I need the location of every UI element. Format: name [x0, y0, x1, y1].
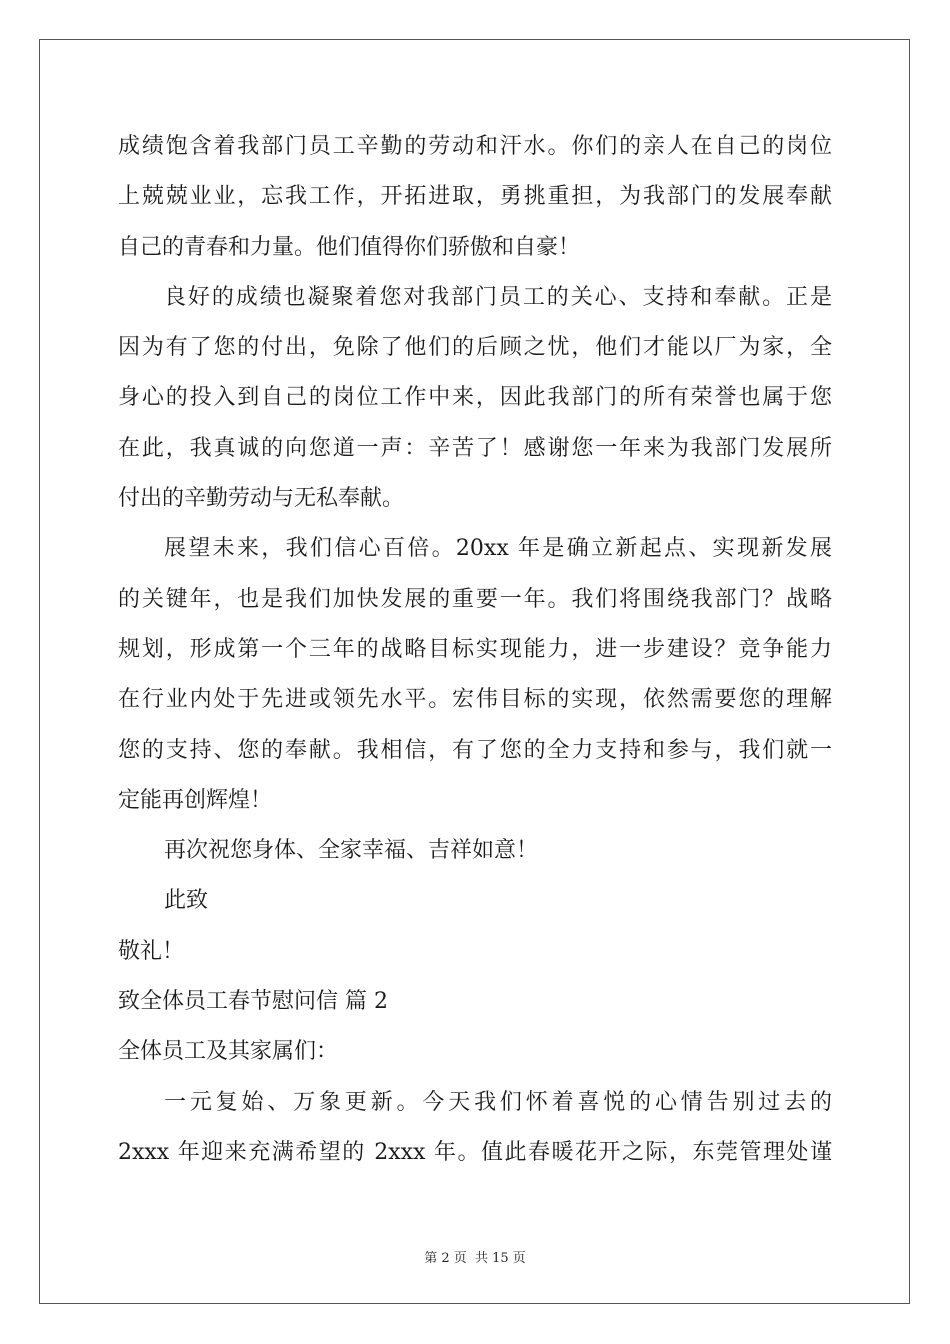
- text-line: 因为有了您的付出，免除了他们的后顾之忧，他们才能以厂为家，全: [118, 335, 832, 361]
- document-body: [118, 122, 832, 1178]
- text-line: 全体员工及其家属们：: [118, 1039, 339, 1065]
- text-line: 定能再创辉煌！: [118, 787, 273, 813]
- text-line: 致全体员工春节慰问信 篇 2: [118, 989, 388, 1015]
- text-line: 良好的成绩也凝聚着您对我部门员工的关心、支持和奉献。正是: [164, 284, 832, 310]
- text-line: 一元复始、万象更新。今天我们怀着喜悦的心情告别过去的: [164, 1089, 832, 1115]
- text-line: 上兢兢业业，忘我工作，开拓进取，勇挑重担，为我部门的发展奉献: [118, 184, 832, 210]
- page-footer: [0, 1247, 950, 1266]
- text-line: 您的支持、您的奉献。我相信，有了您的全力支持和参与，我们就一: [118, 737, 832, 763]
- text-line: 付出的辛勤劳动与无私奉献。: [118, 486, 405, 512]
- text-line: 展望未来，我们信心百倍。20xx 年是确立新起点、实现新发展: [164, 536, 832, 562]
- text-line: 2xxx 年迎来充满希望的 2xxx 年。值此春暖花开之际，东莞管理处谨: [118, 1139, 832, 1165]
- text-line: 的关键年，也是我们加快发展的重要一年。我们将围绕我部门？战略: [118, 586, 832, 612]
- text-line: 在行业内处于先进或领先水平。宏伟目标的实现，依然需要您的理解: [118, 687, 832, 713]
- text-line: 此致: [164, 888, 209, 914]
- text-line: 身心的投入到自己的岗位工作中来，因此我部门的所有荣誉也属于您: [118, 385, 832, 411]
- text-line: 再次祝您身体、全家幸福、吉祥如意！: [164, 838, 539, 864]
- text-line: 成绩饱含着我部门员工辛勤的劳动和汗水。你们的亲人在自己的岗位: [118, 134, 832, 159]
- page-number: 第 2 页: [424, 1251, 467, 1266]
- text-line: 敬礼！: [118, 938, 185, 964]
- text-line: 自己的青春和力量。他们值得你们骄傲和自豪！: [118, 234, 581, 260]
- text-line: 在此，我真诚的向您道一声：辛苦了！感谢您一年来为我部门发展所: [118, 435, 832, 461]
- text-line: 规划，形成第一个三年的战略目标实现能力，进一步建设？竞争能力: [118, 636, 832, 662]
- total-pages: 共 15 页: [474, 1251, 526, 1266]
